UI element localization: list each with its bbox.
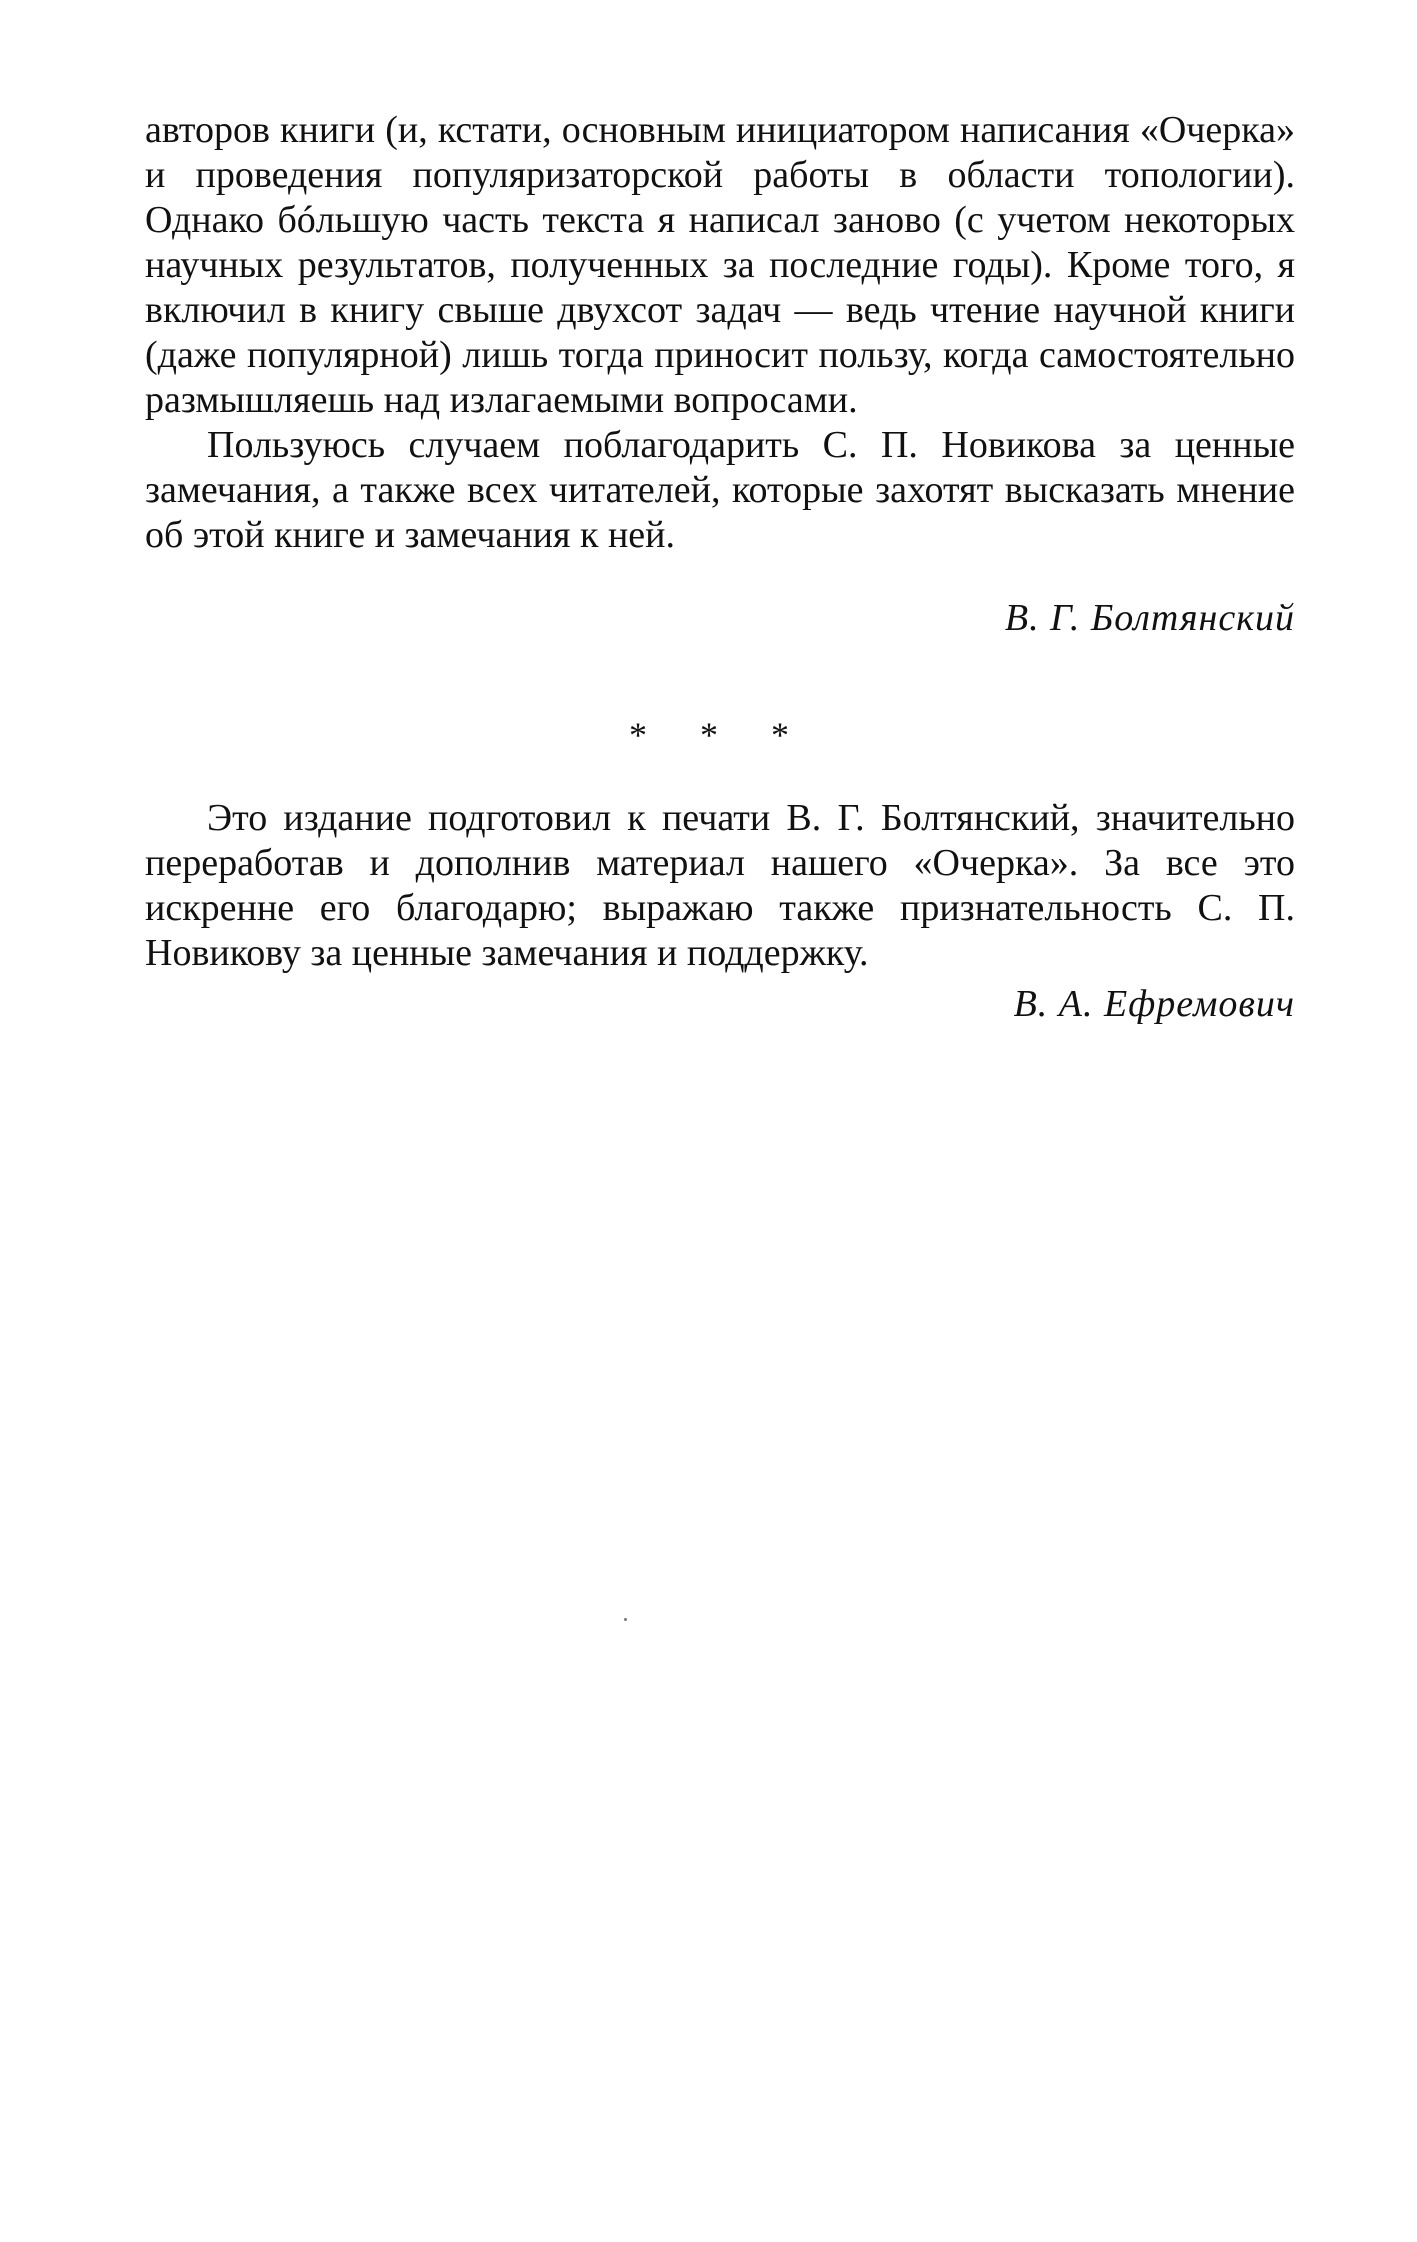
page-body <box>145 108 1295 1027</box>
paragraph-edition-note: Это издание подготовил к печати В. Г. Болтянский, значительно переработав и дополнив материал нашего «Очерка». За все это искренне его благодарю; выражаю также признательность С. П. Новикову за ценные замечания и поддержку. <box>145 797 1295 974</box>
signature-boltyansky: В. Г. Болтянский <box>1004 597 1295 639</box>
paragraph-thanks: Пользуюсь случаем поблагодарить С. П. Новикова за ценные замечания, а также всех читателей, которые захотят высказать мнение об этой книге и замечания к ней. <box>145 424 1295 556</box>
section-separator: * * * <box>629 715 811 755</box>
paragraph-continued: авторов книги (и, кстати, основным инициатором написания «Очерка» и проведения популяризаторской работы в области топологии). Однако бóльшую часть текста я написал заново (с учетом некоторых научных результатов, полученных за последние годы). Кроме того, я включил в книгу свыше двухсот задач — ведь чтение научной книги (даже популярной) лишь тогда приносит пользу, когда самостоятельно размышляешь над излагаемыми вопросами. <box>145 109 1295 421</box>
signature-efremovich: В. А. Ефремович <box>1013 983 1295 1025</box>
print-speck <box>624 1618 627 1621</box>
